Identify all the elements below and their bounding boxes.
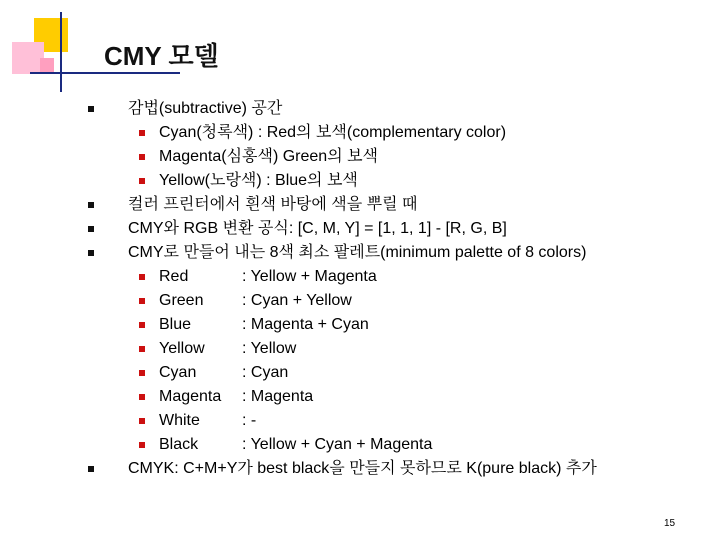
slide-title: CMY 모델 [104, 41, 219, 71]
sub-bullet-icon [139, 370, 145, 376]
palette-formula: : Yellow [242, 340, 297, 357]
palette-name: Green [159, 292, 204, 309]
sub-bullet-icon [139, 418, 145, 424]
page-number: 15 [664, 518, 676, 529]
sub-bullet-yellow: Yellow(노랑색) : Blue의 보색 [159, 172, 358, 189]
palette-formula: : Yellow + Cyan + Magenta [242, 436, 433, 453]
bullet-icon [88, 250, 94, 256]
bullet-text-printer: 컬러 프린터에서 흰색 바탕에 색을 뿌릴 때 [128, 196, 418, 213]
sub-bullet-icon [139, 394, 145, 400]
palette-formula: : Magenta + Cyan [242, 316, 369, 333]
palette-formula: : Cyan + Yellow [242, 292, 352, 309]
palette-formula: : Magenta [242, 388, 314, 405]
sub-bullet-cyan: Cyan(청록색) : Red의 보색(complementary color) [159, 124, 507, 141]
sub-bullet-icon [139, 346, 145, 352]
bullet-text-subtractive: 감법(subtractive) 공간 [128, 100, 283, 117]
palette-name: Magenta [159, 388, 222, 405]
sub-bullet-icon [139, 178, 145, 184]
bullet-icon [88, 106, 94, 112]
sub-bullet-icon [139, 274, 145, 280]
sub-bullet-icon [139, 154, 145, 160]
palette-name: Cyan [159, 364, 197, 381]
palette-name: Red [159, 268, 189, 285]
palette-name: Blue [159, 316, 192, 333]
bullet-text-palette: CMY로 만들어 내는 8색 최소 팔레트(minimum palette of 8 colors) [128, 244, 587, 261]
bullet-text-conversion: CMY와 RGB 변환 공식: [C, M, Y] = [1, 1, 1] - [R, G, B] [128, 220, 507, 237]
palette-name: Black [159, 436, 199, 453]
sub-bullet-icon [139, 442, 145, 448]
palette-formula: : Yellow + Magenta [242, 268, 377, 285]
sub-bullet-icon [139, 130, 145, 136]
bullet-icon [88, 466, 94, 472]
decorative-vertical-line [60, 12, 62, 92]
bullet-icon [88, 226, 94, 232]
sub-bullet-icon [139, 322, 145, 328]
palette-name: White [159, 412, 200, 429]
palette-formula: : Cyan [242, 364, 289, 381]
palette-name: Yellow [159, 340, 205, 357]
bullet-icon [88, 202, 94, 208]
sub-bullet-icon [139, 298, 145, 304]
sub-bullet-magenta: Magenta(심홍색) Green의 보색 [159, 148, 379, 165]
decorative-pink-small-square [40, 58, 54, 72]
bullet-text-cmyk: CMYK: C+M+Y가 best black을 만들지 못하므로 K(pure black) 추가 [128, 460, 597, 477]
palette-formula: : - [242, 412, 257, 429]
